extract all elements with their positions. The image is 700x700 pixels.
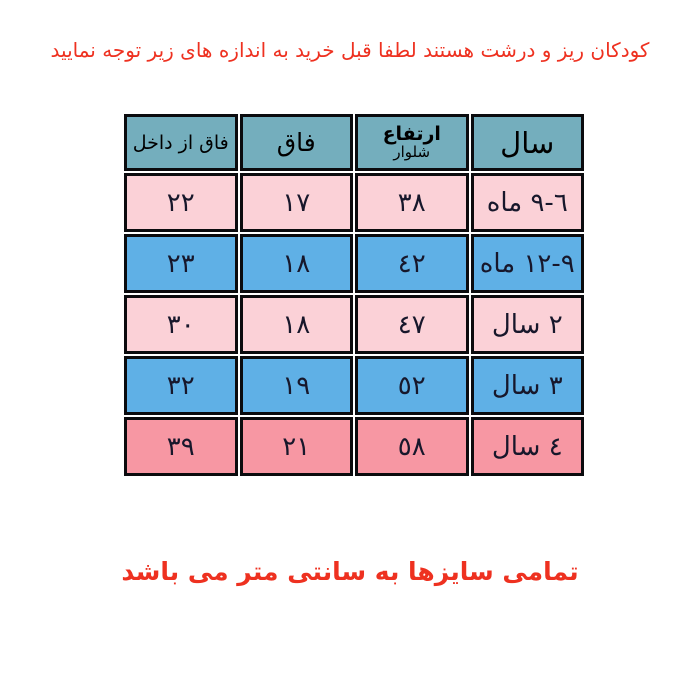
- top-warning-text: کودکان ریز و درشت هستند لطفا قبل خرید به اندازه های زیر توجه نمایید: [50, 38, 650, 62]
- table-cell: ٣ سال: [471, 356, 585, 415]
- table-cell: ٢٢: [124, 173, 238, 232]
- table-row: [124, 234, 584, 293]
- table-cell: ٢ سال: [471, 295, 585, 354]
- col-header-age: سال: [471, 114, 585, 171]
- table-cell: ٤ سال: [471, 417, 585, 476]
- pants-height-label-line2: شلوار: [393, 142, 431, 161]
- table-cell: ٢١: [240, 417, 354, 476]
- pants-height-label: [358, 122, 466, 161]
- table-cell: ١٨: [240, 234, 354, 293]
- table-cell: ١٨: [240, 295, 354, 354]
- table-cell: ٩-١٢ ماه: [471, 234, 585, 293]
- table-cell: ٣٢: [124, 356, 238, 415]
- table-cell: ٣٩: [124, 417, 238, 476]
- table-row: [124, 295, 584, 354]
- table-cell: ٥٢: [355, 356, 469, 415]
- table-cell: ٦-٩ ماه: [471, 173, 585, 232]
- table-cell: ٤٢: [355, 234, 469, 293]
- pants-height-label-line1: ارتفاع: [382, 122, 441, 145]
- table-cell: ٣٠: [124, 295, 238, 354]
- table-cell: ٣٨: [355, 173, 469, 232]
- table-cell: ١٧: [240, 173, 354, 232]
- table-row: [124, 356, 584, 415]
- col-header-rise: فاق: [240, 114, 354, 171]
- col-header-pants-height: [355, 114, 469, 171]
- table-cell: ٤٧: [355, 295, 469, 354]
- table-row: [124, 173, 584, 232]
- size-table: [122, 112, 586, 478]
- col-header-inner-rise: فاق از داخل: [124, 114, 238, 171]
- bottom-units-text: تمامی سایزها به سانتی متر می باشد: [121, 557, 579, 586]
- table-cell: ١٩: [240, 356, 354, 415]
- table-cell: ٢٣: [124, 234, 238, 293]
- table-cell: ٥٨: [355, 417, 469, 476]
- header-row: [124, 114, 584, 171]
- table-row: [124, 417, 584, 476]
